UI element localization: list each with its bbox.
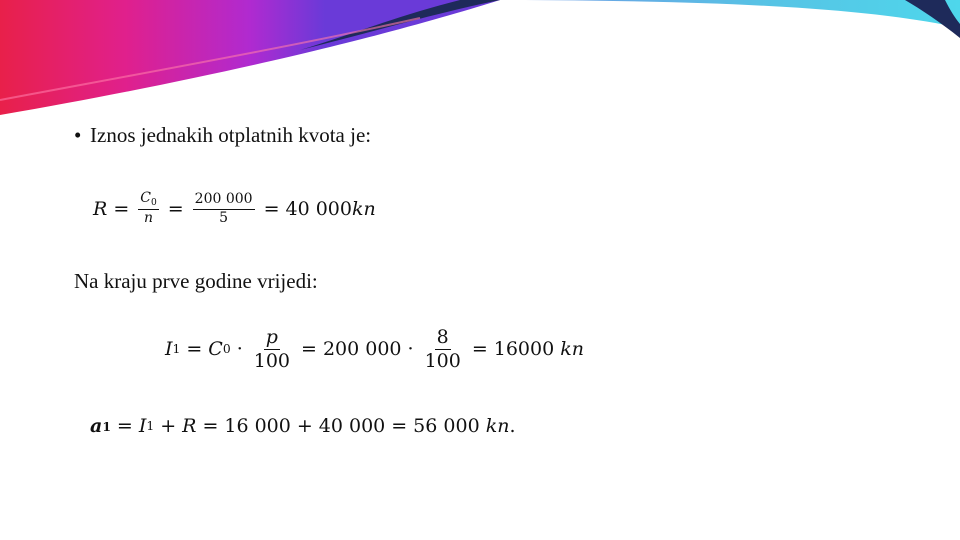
eq2-unit: kn xyxy=(560,338,584,360)
multiply-dot: · xyxy=(236,338,243,360)
equation-annuity xyxy=(90,412,516,440)
eq3-value2: 40 000 xyxy=(318,415,386,437)
fraction-8-over-100 xyxy=(423,327,463,372)
eq3-term1: I xyxy=(138,415,147,437)
plus-sign: + xyxy=(296,415,313,437)
eq2-value: 200 000 xyxy=(322,338,402,360)
equals-sign: = xyxy=(301,338,317,360)
eq2-lhs: I xyxy=(165,338,173,360)
equals-sign: = xyxy=(113,198,130,220)
eq2-result: 16000 xyxy=(493,338,555,360)
equals-sign: = xyxy=(263,198,280,220)
multiply-dot: · xyxy=(407,338,414,360)
eq1-unit: kn xyxy=(351,198,376,220)
equation-quota xyxy=(93,188,376,230)
eq1-den2: 5 xyxy=(219,209,229,226)
eq3-term1-sub: 1 xyxy=(146,419,155,433)
eq2-num2: 8 xyxy=(436,325,449,348)
eq2-den2: 100 xyxy=(424,349,461,372)
eq3-term2: R xyxy=(182,415,197,437)
fraction-c0-over-n xyxy=(138,191,159,227)
bullet-label: Iznos jednakih otplatnih kvota je: xyxy=(90,123,372,147)
eq1-result: 40 000 xyxy=(285,198,352,220)
eq3-result: 56 000 xyxy=(413,415,480,437)
eq2-num1: p xyxy=(265,325,278,348)
eq3-unit: kn xyxy=(485,415,510,437)
equation-interest xyxy=(165,320,584,378)
eq2-factor: C xyxy=(208,338,223,360)
eq2-lhs-sub: 1 xyxy=(172,342,181,356)
equals-sign: = xyxy=(116,415,133,437)
bullet-text xyxy=(74,122,371,148)
plus-sign: + xyxy=(160,415,177,437)
equals-sign: = xyxy=(167,198,184,220)
eq1-num1-sub: 0 xyxy=(150,198,157,209)
fraction-p-over-100 xyxy=(252,327,292,372)
bullet-dot-icon: • xyxy=(74,123,82,147)
eq3-lhs: a xyxy=(90,415,103,437)
equals-sign: = xyxy=(391,415,408,437)
eq3-value1: 16 000 xyxy=(224,415,291,437)
eq2-den1: 100 xyxy=(253,349,291,372)
equals-sign: = xyxy=(471,338,488,360)
eq3-end: . xyxy=(509,415,516,437)
equals-sign: = xyxy=(202,415,219,437)
eq1-num2: 200 000 xyxy=(193,192,255,209)
eq1-num1: C xyxy=(140,190,151,207)
fraction-principal-over-periods xyxy=(193,192,255,226)
eq3-lhs-sub: 1 xyxy=(102,418,111,434)
paragraph-text: Na kraju prve godine vrijedi: xyxy=(74,269,318,293)
eq2-factor-sub: 0 xyxy=(222,342,231,356)
eq1-lhs: R xyxy=(93,198,108,220)
equals-sign: = xyxy=(186,338,203,360)
eq1-den1: n xyxy=(143,210,153,227)
